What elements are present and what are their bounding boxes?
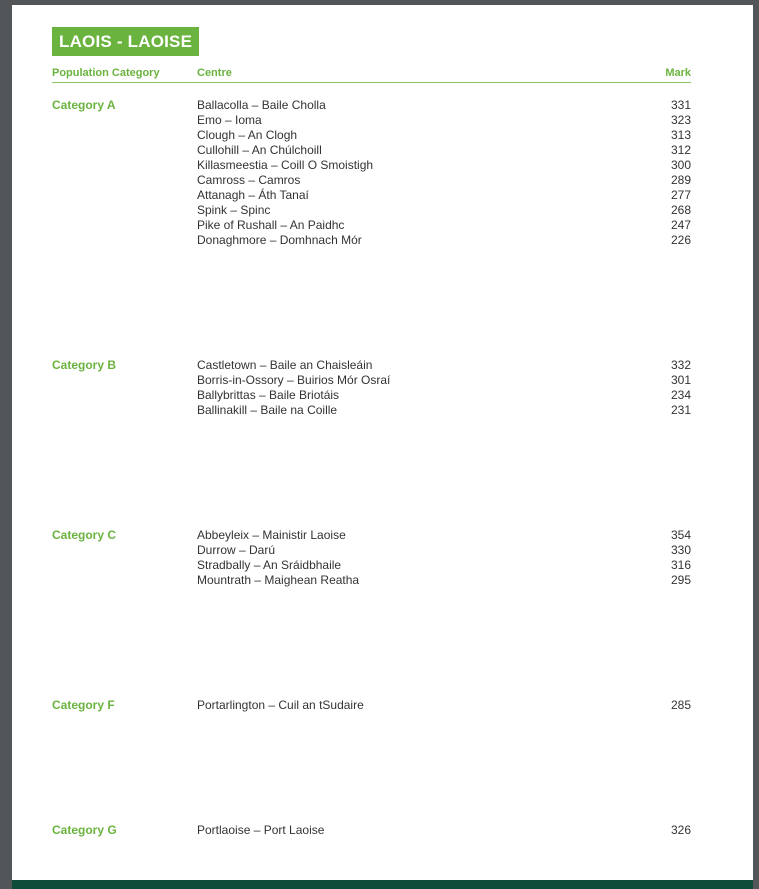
centre-mark: 226 [670,233,691,247]
centre-mark: 268 [670,203,691,217]
centre-name: Cullohill – An Chúlchoill [197,143,322,157]
centre-mark: 312 [670,143,691,157]
centre-row [197,143,691,158]
centre-row [197,233,691,248]
centre-name: Borris-in-Ossory – Buirios Mór Osraí [197,373,391,387]
centre-row [197,573,691,588]
centre-name: Camross – Camros [197,173,301,187]
footer-band [12,880,753,889]
centre-row [197,203,691,218]
centre-mark: 301 [670,373,691,387]
centre-row [197,403,691,418]
category-label: Category B [52,358,117,372]
centre-mark: 231 [670,403,691,417]
centre-name: Donaghmore – Domhnach Mór [197,233,362,247]
centre-row [197,373,691,388]
centre-name: Attanagh – Áth Tanaí [197,188,309,202]
category-label: Category G [52,823,117,837]
centre-name: Portlaoise – Port Laoise [197,823,325,837]
centre-mark: 354 [670,528,691,542]
header-mark: Mark [665,67,691,79]
centre-row [197,698,691,713]
header-population-category: Population Category [52,67,160,79]
category-label: Category A [52,98,116,112]
centre-mark: 295 [670,573,691,587]
centre-row [197,528,691,543]
category-label: Category C [52,528,117,542]
centre-mark: 313 [670,128,691,142]
centre-list [197,698,691,713]
centre-mark: 234 [670,388,691,402]
centre-name: Pike of Rushall – An Paidhc [197,218,345,232]
centre-row [197,98,691,113]
centre-row [197,558,691,573]
centre-mark: 285 [670,698,691,712]
centre-list [197,98,691,248]
centre-name: Portarlington – Cuil an tSudaire [197,698,364,712]
centre-list [197,823,691,838]
centre-mark: 289 [670,173,691,187]
centre-mark: 326 [670,823,691,837]
centre-name: Ballinakill – Baile na Coille [197,403,338,417]
centre-mark: 323 [670,113,691,127]
centre-mark: 331 [670,98,691,112]
centre-row [197,358,691,373]
centre-row [197,173,691,188]
document-page [12,5,753,889]
centre-mark: 247 [670,218,691,232]
centre-row [197,823,691,838]
centre-name: Clough – An Clogh [197,128,298,142]
county-title: LAOIS - LAOISE [52,27,199,56]
centre-name: Abbeyleix – Mainistir Laoise [197,528,346,542]
header-divider [52,82,691,83]
centre-mark: 332 [670,358,691,372]
centre-name: Durrow – Darú [197,543,276,557]
centre-name: Castletown – Baile an Chaisleáin [197,358,373,372]
centre-mark: 277 [670,188,691,202]
centre-row [197,188,691,203]
category-label: Category F [52,698,115,712]
centre-mark: 300 [670,158,691,172]
centre-name: Mountrath – Maighean Reatha [197,573,360,587]
centre-name: Emo – Ioma [197,113,262,127]
centre-row [197,113,691,128]
centre-name: Stradbally – An Sráidbhaile [197,558,342,572]
header-centre: Centre [197,67,232,79]
centre-mark: 316 [670,558,691,572]
centre-name: Spink – Spinc [197,203,271,217]
centre-row [197,218,691,233]
centre-name: Ballacolla – Baile Cholla [197,98,326,112]
centre-list [197,358,691,418]
centre-name: Killasmeestia – Coill O Smoistigh [197,158,374,172]
centre-mark: 330 [670,543,691,557]
centre-row [197,388,691,403]
centre-row [197,128,691,143]
centre-row [197,158,691,173]
centre-name: Ballybrittas – Baile Briotáis [197,388,340,402]
centre-list [197,528,691,588]
centre-row [197,543,691,558]
